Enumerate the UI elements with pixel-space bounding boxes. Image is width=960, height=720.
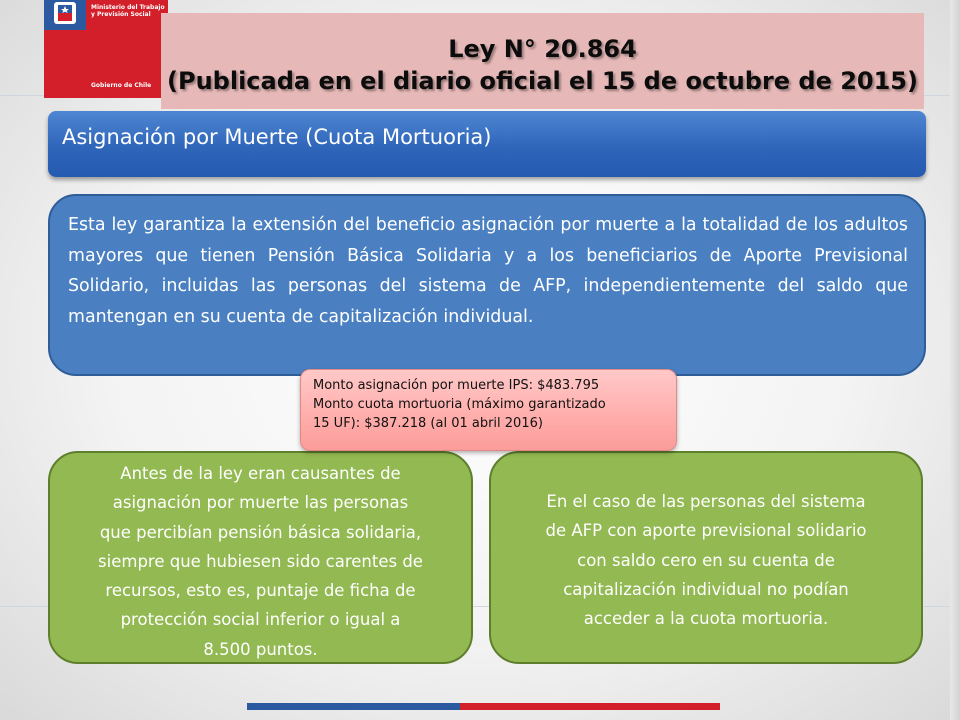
before-law-line-7: 8.500 puntos. (203, 639, 318, 659)
before-law-line-6: protección social inferior o igual a (120, 610, 401, 630)
title-line-2: (Publicada en el diario oficial el 15 de octubre de 2015) (167, 67, 918, 95)
afp-case-line-5: acceder a la cuota mortuoria. (583, 609, 829, 629)
subtitle-text: Asignación por Muerte (Cuota Mortuoria) (62, 125, 492, 149)
title-box (161, 13, 924, 109)
note-line-3: 15 UF): $387.218 (al 01 abril 2016) (313, 416, 543, 431)
main-description-text: Esta ley garantiza la extensión del beneficio asignación por muerte a la totalidad de los adultos mayores que tienen Pensión Básica Solidaria y a los beneficiarios de Aporte Previsional Solidario, incluidas las personas del sistema de AFP, independientemente del saldo que mantengan en su cuenta de capitalización individual. (68, 215, 908, 327)
afp-case-line-2: de AFP con aporte previsional solidario (545, 521, 867, 541)
footer-flag-bar (247, 703, 720, 710)
before-law-line-1: Antes de la ley eran causantes de (120, 464, 401, 483)
before-law-line-5: recursos, esto es, puntaje de ficha de (105, 581, 416, 601)
before-law-line-3: que percibían pensión básica solidaria, (99, 522, 422, 542)
afp-case-line-4: capitalización individual no podían (563, 579, 849, 599)
subtitle-bar (48, 111, 926, 177)
right-edge-bar (950, 0, 960, 720)
government-name: Gobierno de Chile (91, 82, 152, 89)
amount-note-box (300, 369, 677, 451)
afp-case-line-1: En el caso de las personas del sistema (546, 492, 866, 511)
ministry-line-1: Ministerio del Trabajo (91, 4, 165, 11)
afp-case-box (489, 451, 923, 664)
before-law-line-4: siempre que hubiesen sido carentes de (98, 551, 423, 571)
before-law-line-2: asignación por muerte las personas (112, 493, 409, 513)
before-law-box (48, 451, 473, 664)
footer-blue-stripe (247, 703, 460, 710)
title-line-1: Ley N° 20.864 (448, 35, 637, 63)
ministry-line-2: y Previsión Social (91, 11, 151, 18)
main-description-box (48, 194, 926, 376)
logo-red-block (44, 30, 86, 98)
chile-crest-icon (48, 0, 82, 30)
government-logo (44, 0, 168, 98)
ministry-block (86, 0, 168, 98)
footer-red-stripe (460, 703, 720, 710)
note-line-2: Monto cuota mortuoria (máximo garantizado (313, 397, 606, 412)
note-line-1: Monto asignación por muerte IPS: $483.795 (313, 378, 600, 393)
afp-case-line-3: con saldo cero en su cuenta de (577, 550, 835, 570)
ministry-name (91, 4, 165, 18)
